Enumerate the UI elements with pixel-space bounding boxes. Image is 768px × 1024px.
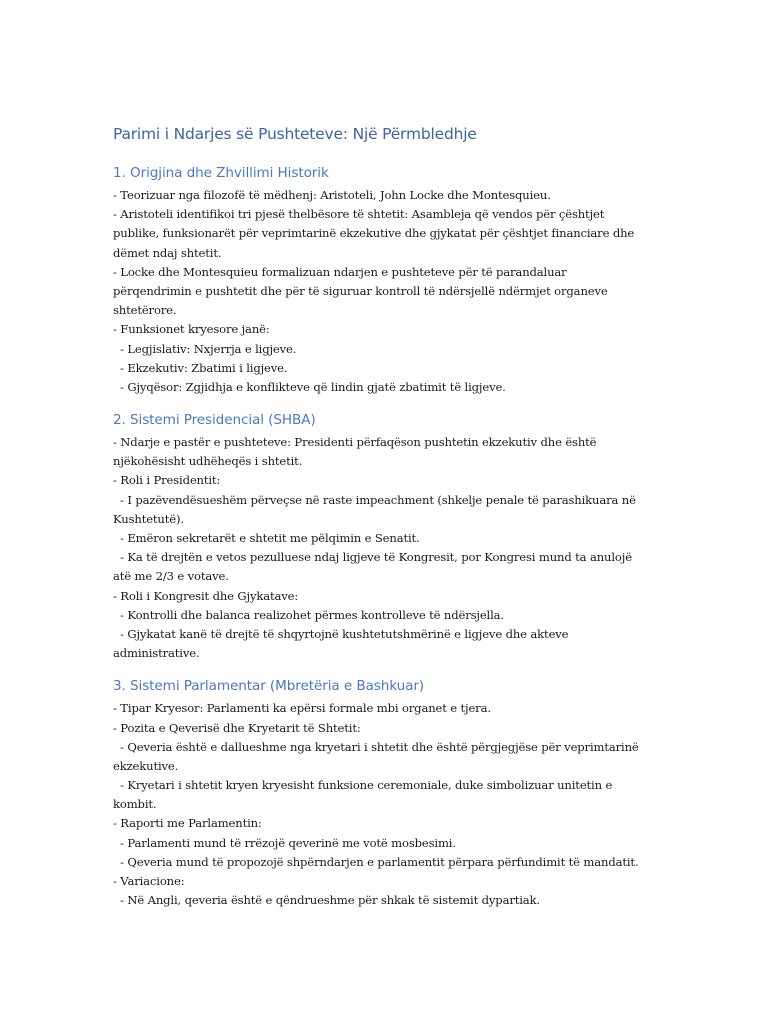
section-origins	[113, 163, 658, 397]
text-line: - Gjykatat kanë të drejtë të shqyrtojnë kushtetutshmërinë e ligjeve dhe akteve	[113, 626, 569, 641]
text-line: - Kryetari i shtetit kryen kryesisht funksione ceremoniale, duke simbolizuar unitetin e	[113, 778, 613, 793]
text-line: - Teorizuar nga filozofë të mëdhenj: Aristoteli, John Locke dhe Montesquieu.	[113, 188, 551, 202]
text-line: përqendrimin e pushtetit dhe për të siguruar kontroll të ndërsjellë ndërmjet organeve	[113, 283, 608, 298]
text-line: - Tipar Kryesor: Parlamenti ka epërsi formale mbi organet e tjera.	[113, 701, 491, 716]
text-line: - Ndarje e pastër e pushteteve: Presidenti përfaqëson pushtetin ekzekutiv dhe është	[113, 435, 597, 450]
text-line: - Qeveria është e dallueshme nga kryetari i shtetit dhe është përgjegjëse për veprimtarinë	[113, 739, 639, 754]
text-line: njëkohësisht udhëheqës i shtetit.	[113, 454, 303, 469]
text-line: - Parlamenti mund të rrëzojë qeverinë me votë mosbesimi.	[113, 835, 456, 850]
section-body	[113, 699, 658, 910]
text-line: - Raporti me Parlamentin:	[113, 816, 262, 831]
document-title: Parimi i Ndarjes së Pushteteve: Një Përmbledhje	[113, 125, 477, 143]
text-line: - Emëron sekretarët e shtetit me pëlqimin e Senatit.	[113, 531, 420, 545]
text-line: kombit.	[113, 797, 157, 812]
text-line: atë me 2/3 e votave.	[113, 569, 229, 584]
text-line: - Pozita e Qeverisë dhe Kryetarit të Shtetit:	[113, 720, 361, 735]
text-line: shtetërore.	[113, 303, 177, 318]
text-line: publike, funksionarët për veprimtarinë ekzekutive dhe gjykatat për çështjet financiare dhe	[113, 226, 635, 241]
text-line: - Ekzekutiv: Zbatimi i ligjeve.	[113, 360, 288, 375]
text-line: - I pazëvendësueshëm përveçse në raste impeachment (shkelje penale të parashikuara në	[113, 492, 636, 507]
section-body	[113, 186, 658, 397]
text-line: - Funksionet kryesore janë:	[113, 322, 270, 337]
text-line: administrative.	[113, 646, 200, 661]
text-line: - Roli i Presidentit:	[113, 473, 221, 488]
section-heading: 3. Sistemi Parlamentar (Mbretëria e Bashkuar)	[113, 678, 425, 695]
section-body	[113, 433, 658, 663]
text-line: Kushtetutë).	[113, 511, 184, 526]
text-line: dëmet ndaj shtetit.	[113, 245, 222, 260]
section-heading: 2. Sistemi Presidencial (SHBA)	[113, 412, 316, 429]
text-line: ekzekutive.	[113, 758, 179, 773]
text-line: - Variacione:	[113, 874, 185, 888]
text-line: - Legjislativ: Nxjerrja e ligjeve.	[113, 341, 297, 356]
document-page	[113, 118, 658, 923]
text-line: - Gjyqësor: Zgjidhja e konflikteve që lindin gjatë zbatimit të ligjeve.	[113, 379, 506, 394]
text-line: - Roli i Kongresit dhe Gjykatave:	[113, 588, 299, 603]
text-line: - Kontrolli dhe balanca realizohet përmes kontrolleve të ndërsjella.	[113, 607, 504, 622]
section-heading: 1. Origjina dhe Zhvillimi Historik	[113, 165, 329, 181]
text-line: - Aristoteli identifikoi tri pjesë thelbësore të shtetit: Asambleja që vendos për çështjet	[113, 207, 605, 222]
section-parliamentary	[113, 676, 658, 910]
section-presidential	[113, 410, 658, 663]
text-line: - Në Angli, qeveria është e qëndrueshme për shkak të sistemit dypartiak.	[113, 893, 540, 908]
text-line: - Qeveria mund të propozojë shpërndarjen e parlamentit përpara përfundimit të mandatit.	[113, 854, 639, 869]
text-line: - Locke dhe Montesquieu formalizuan ndarjen e pushteteve për të parandaluar	[113, 264, 567, 279]
text-line: - Ka të drejtën e vetos pezulluese ndaj ligjeve të Kongresit, por Kongresi mund ta anulojë	[113, 550, 632, 565]
